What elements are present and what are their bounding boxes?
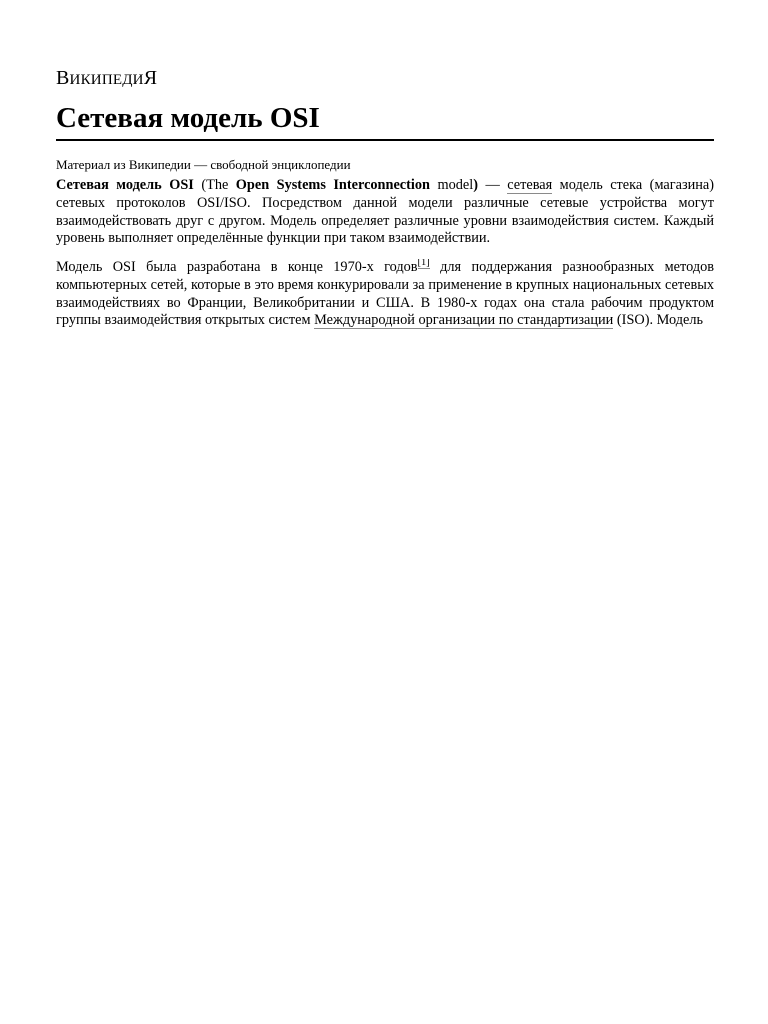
intro-rest-text: модель стека (магазина) сетевых протоколов OSI/ISO. Посредством данной модели различные сетевые устройства могут взаимодействовать друг с другом. Модель определяет различные уровни взаимодействия систем. Каждый уровень выполняет определённые функции при таком взаимодействии. — [56, 177, 715, 247]
history-end-text: (ISO). Модель — [613, 312, 703, 329]
logo-small-caps: ИКИПЕДИ — [69, 72, 144, 88]
paren-open-text: (The — [193, 177, 236, 193]
site-tagline: Материал из Википедии — свободной энциклопедии — [56, 157, 351, 172]
logo-first-letter: В — [56, 67, 70, 89]
history-paragraph — [56, 259, 714, 335]
wikipedia-logo[interactable] — [56, 66, 157, 92]
english-tail-text: model — [430, 177, 474, 193]
paren-close-text: ) — [473, 177, 478, 193]
footnote-ref-1[interactable]: [1] — [417, 259, 430, 269]
bold-term: Сетевая модель OSI — [56, 177, 194, 193]
title-divider — [56, 139, 714, 141]
page-title: Сетевая модель OSI — [56, 102, 320, 134]
dash-text: — — [477, 177, 508, 193]
link-network[interactable]: сетевая — [507, 177, 553, 193]
logo-last-letter: Я — [143, 67, 158, 89]
intro-paragraph — [56, 177, 714, 248]
bold-english-term: Open Systems Interconnection — [235, 177, 430, 193]
link-iso[interactable]: Международной организации по стандартизации — [314, 312, 614, 329]
history-middle-text: для поддержания разнообразных методов компьютерных сетей, которые в это время конкурировали за применение в крупных национальных сетевых взаимодействиях во Франции, Великобритании и США. В 1980-х годах она стала рабочим продуктом группы взаимодействия открытых систем — [56, 259, 714, 329]
history-start-text: Модель OSI была разработана в конце 1970-х годов — [56, 259, 418, 275]
